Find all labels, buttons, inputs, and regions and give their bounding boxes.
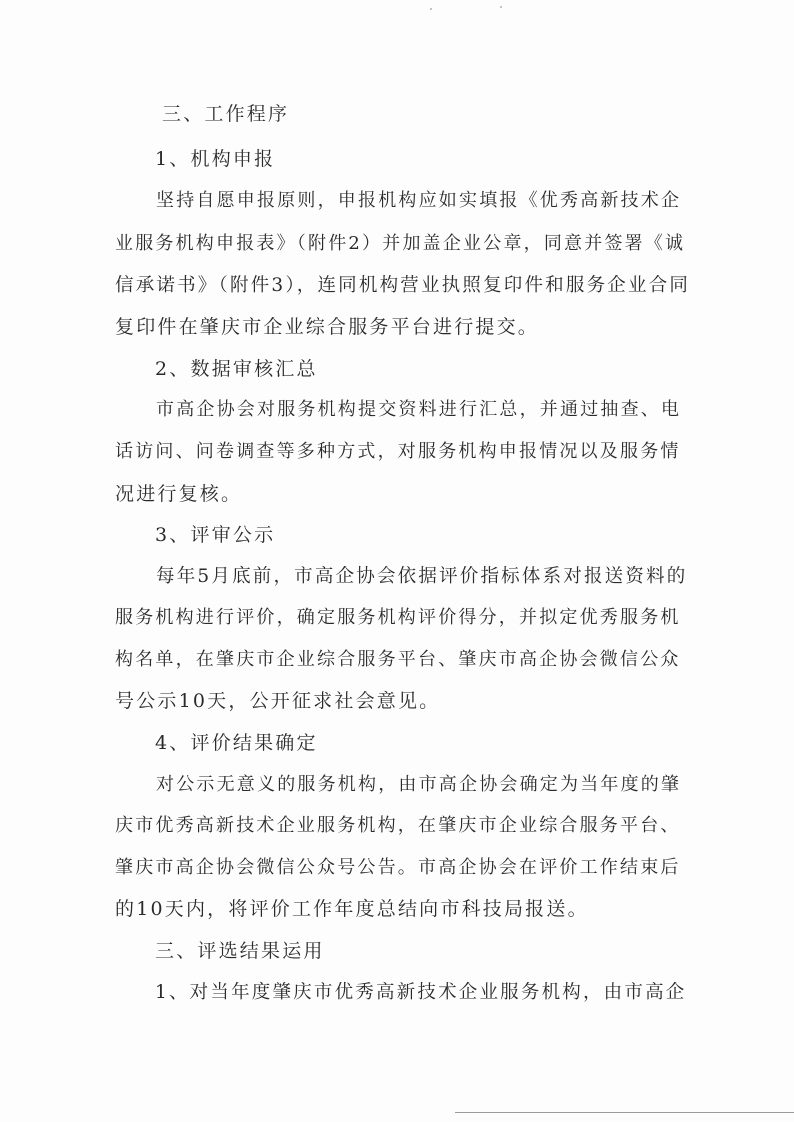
subheading-result-confirmation: 4、评价结果确定 (155, 732, 318, 754)
paragraph-line: 庆市优秀高新技术企业服务机构，在肇庆市企业综合服务平台、 (115, 815, 681, 836)
paragraph-line: 况进行复核。 (115, 483, 243, 505)
scan-speck (500, 6, 502, 8)
subheading-data-review: 2、数据审核汇总 (155, 358, 318, 380)
paragraph-line: 复印件在肇庆市企业综合服务平台进行提交。 (115, 316, 540, 338)
section-heading-work-procedure: 三、工作程序 (162, 103, 290, 125)
paragraph-line: 服务机构进行评价，确定服务机构评价得分，并拟定优秀服务机 (115, 607, 681, 628)
paragraph-line: 肇庆市高企协会微信公众号公告。市高企协会在评价工作结束后 (115, 857, 681, 878)
paragraph-line: 坚持自愿申报原则，申报机构应如实填报《优秀高新技术企 (156, 190, 682, 211)
subheading-institution-application: 1、机构申报 (155, 148, 276, 170)
paragraph-line: 业服务机构申报表》（附件2）并加盖企业公章，同意并签署《诚 (115, 233, 686, 254)
paragraph-line: 话访问、问卷调查等多种方式，对服务机构申报情况以及服务情 (115, 441, 681, 462)
scan-speck (430, 8, 432, 10)
subheading-review-publicity: 3、评审公示 (155, 524, 276, 546)
paragraph-line: 1、对当年度肇庆市优秀高新技术企业服务机构，由市高企 (155, 982, 687, 1003)
scan-edge-line (455, 1112, 794, 1113)
paragraph-line: 每年5月底前，市高企协会依据评价指标体系对报送资料的 (156, 566, 688, 587)
paragraph-line: 对公示无意义的服务机构，由市高企协会确定为当年度的肇 (156, 774, 682, 795)
section-heading-result-application: 三、评选结果运用 (155, 940, 325, 962)
paragraph-line: 号公示10天，公开征求社会意见。 (115, 690, 441, 712)
paragraph-line: 的10天内，将评价工作年度总结向市科技局报送。 (115, 898, 589, 920)
paragraph-line: 构名单，在肇庆市企业综合服务平台、肇庆市高企协会微信公众 (115, 649, 681, 670)
paragraph-line: 市高企协会对服务机构提交资料进行汇总，并通过抽查、电 (156, 399, 682, 420)
paragraph-line: 信承诺书》（附件3），连同机构营业执照复印件和服务企业合同 (115, 275, 691, 296)
